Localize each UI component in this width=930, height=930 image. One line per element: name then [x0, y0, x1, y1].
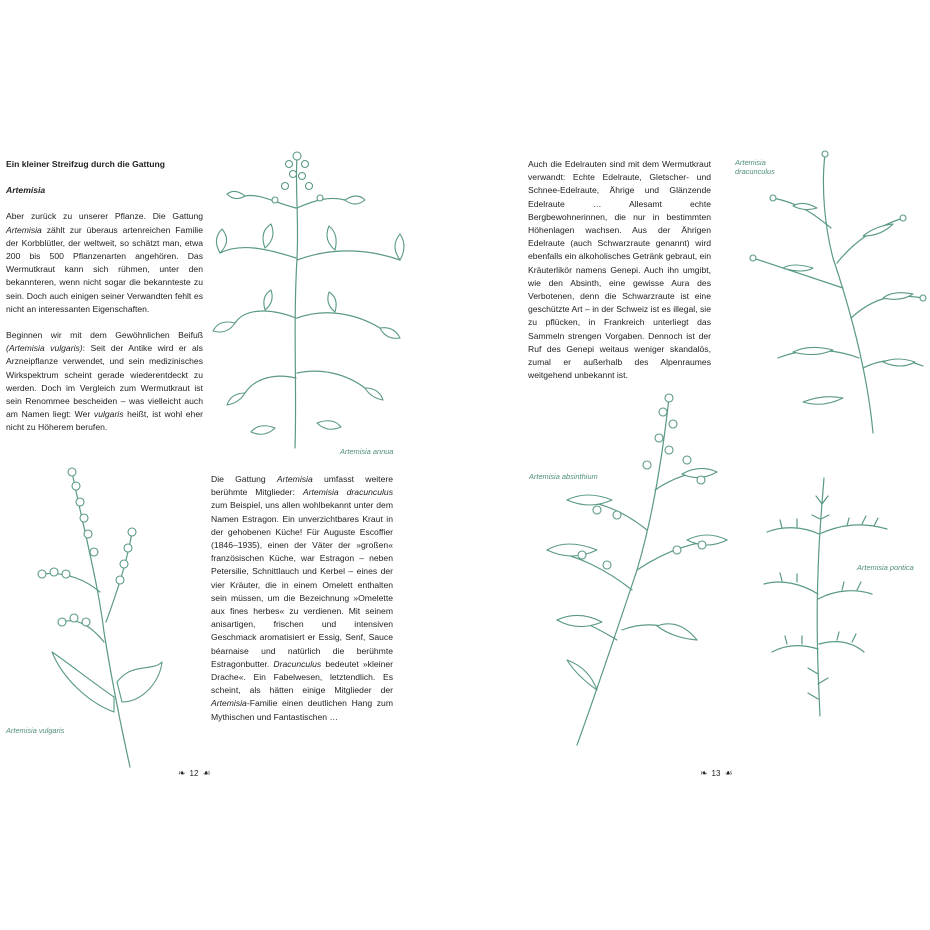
caption-dracunculus-line2: dracunculus — [735, 167, 775, 176]
page-number-right — [700, 768, 733, 779]
caption-artemisia-absinthium: Artemisia absinthium — [529, 472, 598, 481]
leaf-ornament-left-icon: ❧ — [700, 768, 708, 778]
intro-text-block — [6, 158, 203, 435]
paragraph-edelraute: Auch die Edelrauten sind mit dem Wermutkraut verwandt: Echte Edelraute, Gletscher- und Schnee-Edelraute, Ährige und Glänzende Edelraute … Allesamt echte Bergbewohnerinnen, die nur in bestimmten Höhenlagen wachsen. Aus der Ährigen Edelraute (auch Schwarzraute genannt) wird ebenfalls ein alkoholisches Getränk gebraut, ein Kräuterlikör namens Genepi. Auch ihn umgibt, wie den Absinth, eine gewisse Aura des Verbotenen, denn die Schwarzraute ist eine geschützte Art – in der Schweiz ist es illegal, sie zu pflücken, in Frankreich unterliegt das Sammeln strengen Vorgaben. Dennoch ist der Ruf des Genepi weitaus weniger skandalös, zumal er außerhalb des Alpenraumes weitgehend unbekannt ist. — [528, 159, 711, 381]
artemisia-dracunculus-illustration — [733, 148, 928, 438]
caption-dracunculus-line1: Artemisia — [735, 158, 766, 167]
section-heading-genus: Artemisia — [6, 185, 46, 196]
edelraute-text-block — [528, 158, 711, 382]
artemisia-annua-illustration — [205, 148, 415, 453]
paragraph-dracunculus: Die Gattung Artemisia umfasst weitere berühmte Mitglieder: Artemisia dracunculus zum Beispiel, uns allen wohlbekannt unter dem Namen Estragon. Ein unverzichtbares Kraut in der gehobenen Küche! Für Auguste Escoffier (1846–1935), einen der Väter der »großen« französischen Küche, war Estragon – neben Petersilie, Schnittlauch und Kerbel – eines der vier Kräuter, die in einem Omelett enthalten sein müssen, um die Bezeichnung »Omelette aux fines herbes« zu verdienen. Mit seinem anisartigen, frischen und intensiven Geschmack aromatisiert er Essig, Senf, Sauce béarnaise und natürlich die berühmte Estragonbutter. Dracunculus bedeutet »kleiner Drache«. Ein Fabelwesen, letztendlich. Es scheint, als hätten einige Mitglieder der Artemisia-Familie einen deutlichen Hang zum Mythischen und Fantastischen … — [211, 474, 393, 722]
leaf-ornament-right-icon: ☙ — [724, 768, 733, 778]
caption-artemisia-pontica: Artemisia pontica — [857, 563, 914, 572]
leaf-ornament-right-icon: ☙ — [202, 768, 211, 778]
leaf-ornament-left-icon: ❧ — [178, 768, 186, 778]
caption-artemisia-annua: Artemisia annua — [340, 447, 394, 456]
page-number-left — [178, 768, 211, 779]
paragraph-vulgaris: Beginnen wir mit dem Gewöhnlichen Beifuß (Artemisia vulgaris): Seit der Antike wird er als Arzneipflanze verwendet, und sein medizinisches Wirkspektrum scheint gerade wiederentdeckt zu werden. Doch im Vergleich zum Wermutkraut ist sein Renommee bescheiden – was vielleicht auch am Namen liegt: Wer vulgaris heißt, ist wohl eher nicht zu Höherem berufen. — [6, 330, 203, 433]
section-heading: Ein kleiner Streifzug durch die Gattung — [6, 159, 166, 169]
paragraph-intro: Aber zurück zu unserer Pflanze. Die Gattung Artemisia zählt zur überaus artenreichen Familie der Korbblütler, der weltweit, so schätzt man, etwa 200 bis 500 Pflanzenarten angehören. Das Wermutkraut kann sich rühmen, unter den bekannteren, wenn nicht sogar die bekannteste zu sein. Doch auch einigen seiner Verwandten fehlt es nicht an interessanten Eigenschaften. — [6, 211, 203, 314]
artemisia-absinthium-illustration — [537, 390, 737, 750]
right-page — [465, 0, 930, 930]
caption-artemisia-vulgaris: Artemisia vulgaris — [6, 726, 65, 735]
page-number-text: 13 — [711, 769, 721, 778]
artemisia-pontica-illustration — [762, 474, 892, 719]
dracunculus-text-block — [211, 473, 393, 724]
page-number-text: 12 — [189, 769, 199, 778]
